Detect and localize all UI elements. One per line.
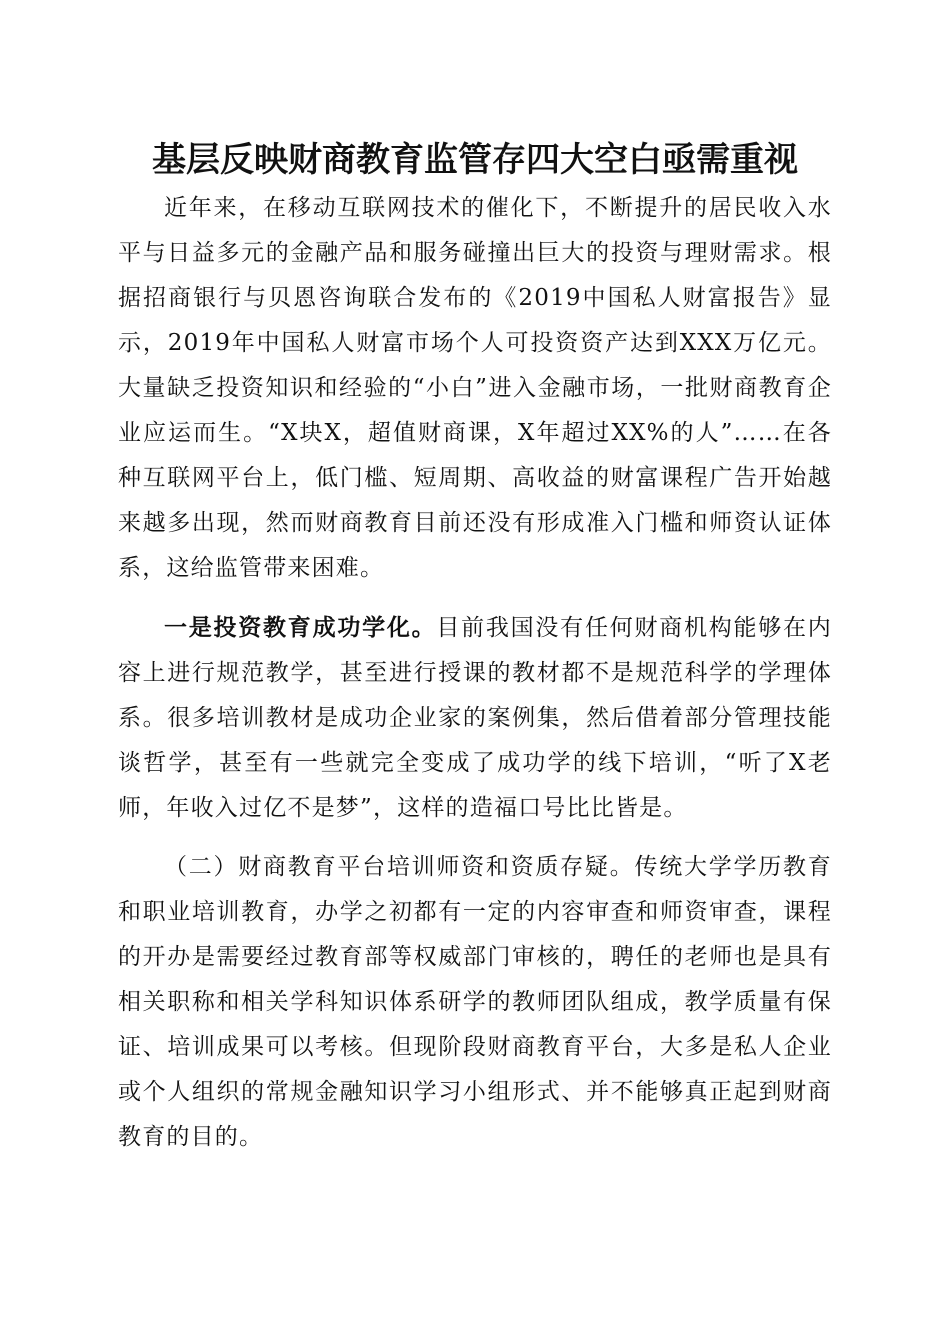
section-1-paragraph — [118, 605, 832, 831]
intro-paragraph: 近年来，在移动互联网技术的催化下，不断提升的居民收入水平与日益多元的金融产品和服务碰撞出巨大的投资与理财需求。根据招商银行与贝恩咨询联合发布的《2019中国私人财富报告》显示，2019年中国私人财富市场个人可投资资产达到XXX万亿元。大量缺乏投资知识和经验的“小白”进入金融市场，一批财商教育企业应运而生。“X块X，超值财商课，X年超过XX%的人”……在各种互联网平台上，低门槛、短周期、高收益的财富课程广告开始越来越多出现，然而财商教育目前还没有形成准入门槛和师资认证体系，这给监管带来困难。 — [118, 195, 832, 581]
section-1-heading: 一是投资教育成功学化。 — [164, 614, 437, 641]
section-2-text: 传统大学学历教育和职业培训教育，办学之初都有一定的内容审查和师资审查，课程的开办是需要经过教育部等权威部门审核的，聘任的老师也是具有相关职称和相关学科知识体系研学的教师团队组成，教学质量有保证、培训成果可以考核。但现阶段财商教育平台，大多是私人企业或个人组织的常规金融知识学习小组形式、并不能够真正起到财商教育的目的。 — [118, 854, 832, 1150]
section-2-paragraph — [118, 845, 832, 1160]
section-2-heading: （二）财商教育平台培训师资和资质存疑。 — [164, 854, 635, 880]
section-1-text: 目前我国没有任何财商机构能够在内容上进行规范教学，甚至进行授课的教材都不是规范科学的学理体系。很多培训教材是成功企业家的案例集，然后借着部分管理技能谈哲学，甚至有一些就完全变成了成功学的线下培训，“听了X老师，年收入过亿不是梦”，这样的造福口号比比皆是。 — [118, 615, 832, 821]
document-body — [118, 186, 832, 1160]
document-title: 基层反映财商教育监管存四大空白亟需重视 — [152, 140, 798, 180]
